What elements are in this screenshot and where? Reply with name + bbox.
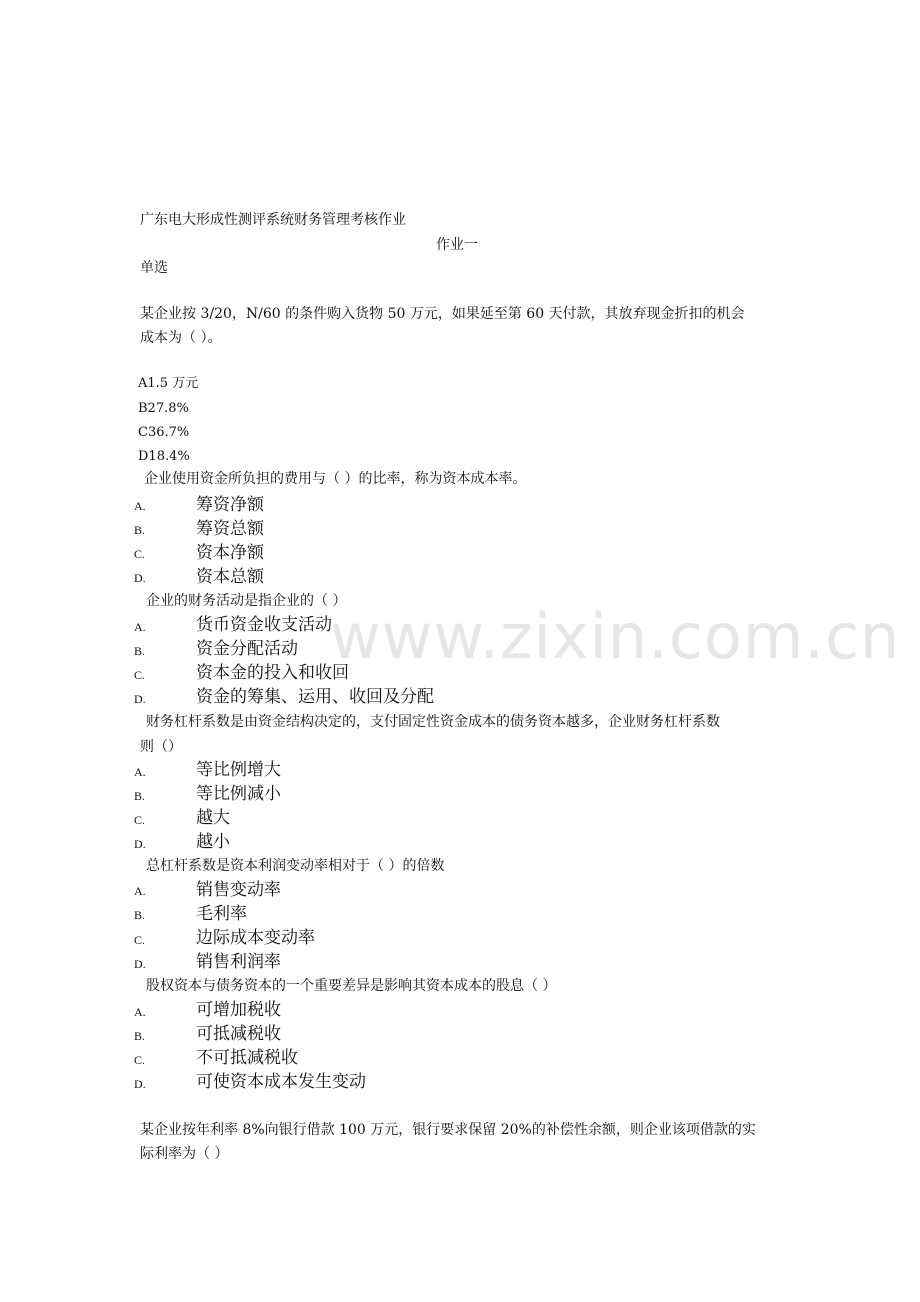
q6-letter-d: D. bbox=[134, 1077, 146, 1091]
watermark: www.zixin.com.cn bbox=[330, 600, 901, 673]
q3-letter-d: D. bbox=[134, 692, 146, 706]
q3-stem: 企业的财务活动是指企业的（ ） bbox=[146, 593, 347, 609]
q1-stem-line2: 成本为（ ）。 bbox=[140, 330, 222, 346]
q2-option-c: 资本净额 bbox=[196, 543, 264, 563]
q5-option-d: 销售利润率 bbox=[196, 952, 281, 972]
q4-letter-d: D. bbox=[134, 837, 146, 851]
q2-letter-b: B. bbox=[134, 523, 146, 537]
q4-stem-line1: 财务杠杆系数是由资金结构决定的，支付固定性资金成本的债务资本越多，企业财务杠杆系数 bbox=[146, 714, 720, 730]
q2-option-b: 筹资总额 bbox=[196, 519, 264, 539]
q2-letter-d: D. bbox=[134, 571, 146, 585]
q3-option-c: 资本金的投入和收回 bbox=[196, 663, 349, 683]
q5-letter-a: A. bbox=[134, 884, 146, 898]
q6-letter-a: A. bbox=[134, 1005, 146, 1019]
q5-letter-c: C. bbox=[134, 933, 146, 947]
q5-letter-b: B. bbox=[134, 908, 146, 922]
q1-option-d: D18.4% bbox=[138, 449, 190, 464]
q7-stem-line2: 际利率为（ ） bbox=[140, 1146, 229, 1162]
q6-option-d: 可使资本成本发生变动 bbox=[196, 1072, 366, 1092]
q4-option-c: 越大 bbox=[196, 808, 230, 828]
q6-letter-c: C. bbox=[134, 1053, 146, 1067]
q2-letter-c: C. bbox=[134, 547, 146, 561]
q3-option-d: 资金的筹集、运用、收回及分配 bbox=[196, 687, 434, 707]
q5-stem: 总杠杆系数是资本利润变动率相对于（ ）的倍数 bbox=[146, 858, 445, 874]
q6-option-a: 可增加税收 bbox=[196, 1000, 281, 1020]
q3-letter-c: C. bbox=[134, 668, 146, 682]
q5-letter-d: D. bbox=[134, 957, 146, 971]
q6-stem: 股权资本与债务资本的一个重要差异是影响其资本成本的股息（ ） bbox=[146, 978, 557, 994]
q7-stem-line1: 某企业按年利率 8%向银行借款 100 万元，银行要求保留 20%的补偿性余额，则企业该项借款的实 bbox=[140, 1122, 756, 1138]
q6-option-c: 不可抵减税收 bbox=[196, 1048, 298, 1068]
document-subtitle: 作业一 bbox=[436, 237, 478, 253]
q4-option-b: 等比例减小 bbox=[196, 784, 281, 804]
document-title: 广东电大形成性测评系统财务管理考核作业 bbox=[140, 212, 406, 228]
q2-option-d: 资本总额 bbox=[196, 567, 264, 587]
q2-letter-a: A. bbox=[134, 499, 146, 513]
q3-option-a: 货币资金收支活动 bbox=[196, 615, 332, 635]
q6-letter-b: B. bbox=[134, 1029, 146, 1043]
q3-letter-b: B. bbox=[134, 644, 146, 658]
q5-option-a: 销售变动率 bbox=[196, 880, 281, 900]
q6-option-b: 可抵减税收 bbox=[196, 1024, 281, 1044]
q2-option-a: 筹资净额 bbox=[196, 495, 264, 515]
q5-option-c: 边际成本变动率 bbox=[196, 928, 315, 948]
section-label: 单选 bbox=[140, 260, 168, 276]
q3-letter-a: A. bbox=[134, 620, 146, 634]
q4-letter-c: C. bbox=[134, 813, 146, 827]
q4-stem-line2: 则（） bbox=[140, 739, 182, 755]
q4-option-a: 等比例增大 bbox=[196, 760, 281, 780]
q1-stem-line1: 某企业按 3/20，N/60 的条件购入货物 50 万元，如果延至第 60 天付款，其放弃现金折扣的机会 bbox=[140, 306, 745, 322]
q1-option-a: A1.5 万元 bbox=[138, 376, 199, 391]
q5-option-b: 毛利率 bbox=[196, 904, 247, 924]
q1-option-b: B27.8% bbox=[138, 401, 189, 416]
q4-letter-a: A. bbox=[134, 765, 146, 779]
q2-stem: 企业使用资金所负担的费用与（ ）的比率，称为资本成本率。 bbox=[144, 471, 527, 487]
q4-letter-b: B. bbox=[134, 789, 146, 803]
q3-option-b: 资金分配活动 bbox=[196, 639, 298, 659]
q1-option-c: C36.7% bbox=[138, 425, 190, 440]
q4-option-d: 越小 bbox=[196, 832, 230, 852]
